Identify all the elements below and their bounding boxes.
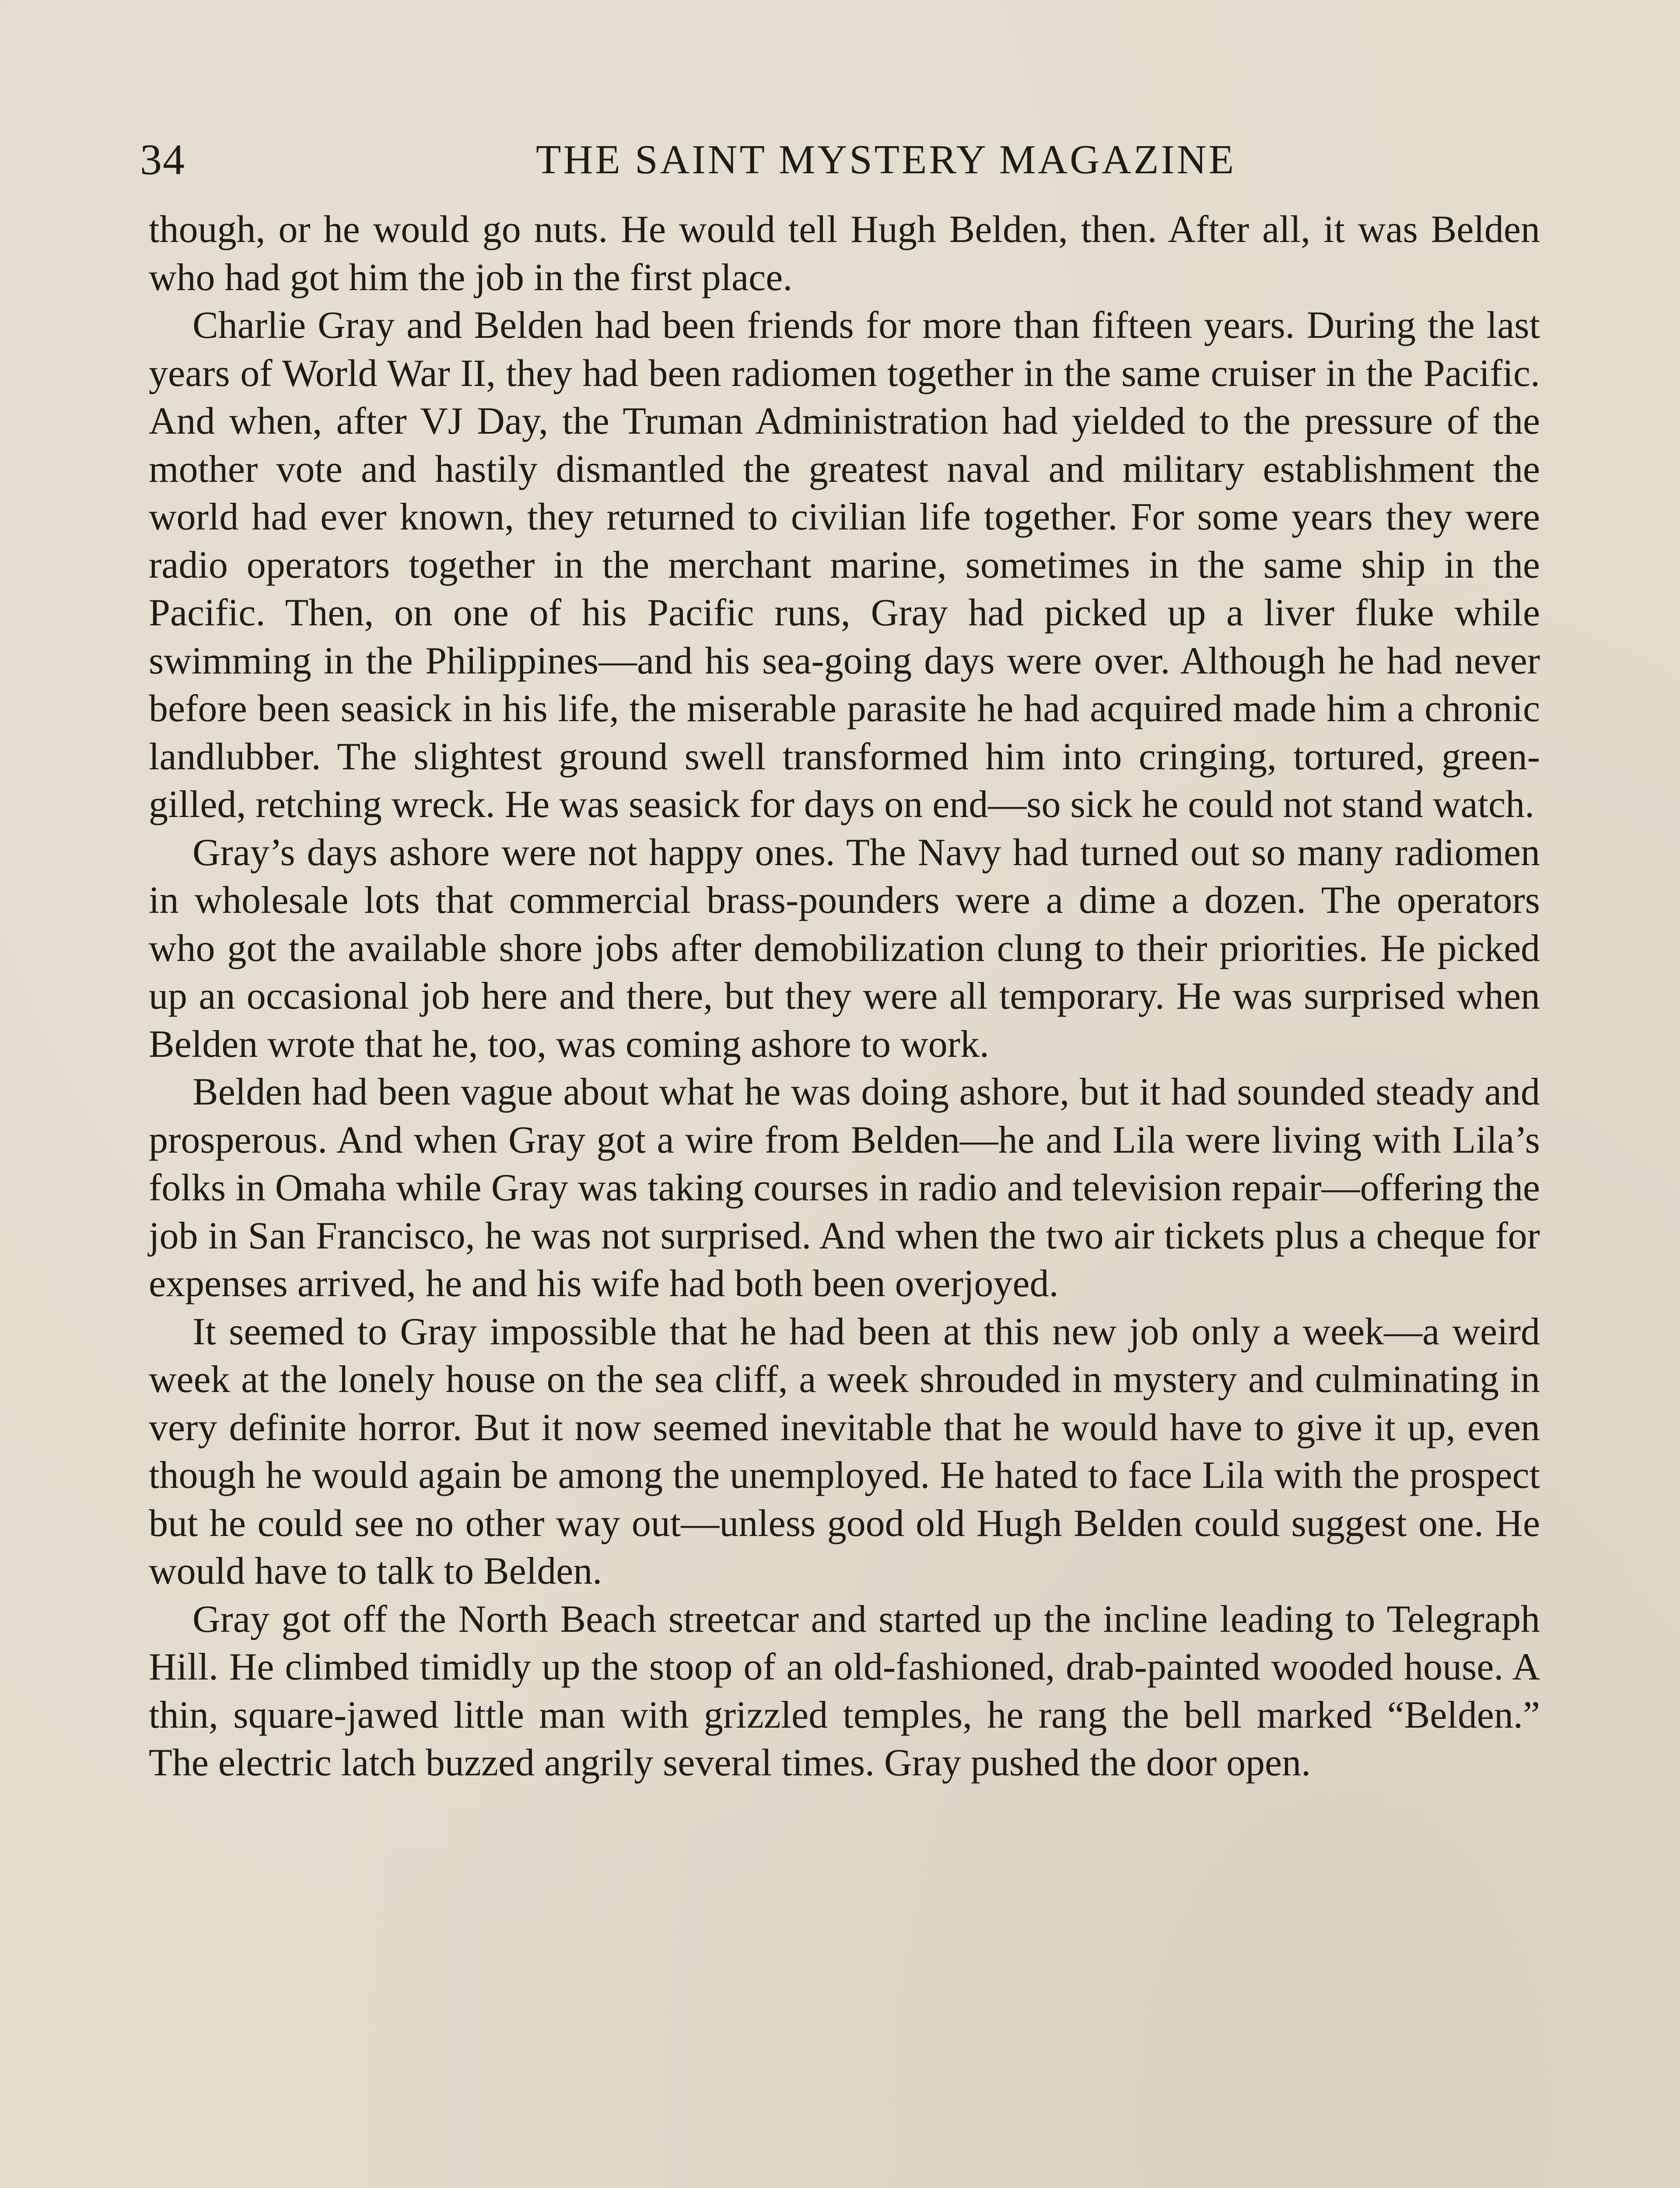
story-text (149, 206, 1540, 1787)
running-head: THE SAINT MYSTERY MAGAZINE (536, 137, 1236, 182)
page-header (140, 127, 1553, 193)
paragraph: It seemed to Gray impossible that he had been at this new job only a week—a weird week at the lonely house on the sea cliff, a week shrouded in mystery and culminating in very definite horror. But it now seemed inevitable that he would have to give it up, even though he would again be among the unemployed. He hated to face Lila with the prospect but he could see no other way out—unless good old Hugh Belden could suggest one. He would have to talk to Belden. (149, 1310, 1540, 1592)
page-number: 34 (140, 135, 186, 184)
paragraph: Belden had been vague about what he was doing ashore, but it had sounded steady and prosperous. And when Gray got a wire from Belden—he and Lila were living with Lila’s folks in Omaha while Gray was taking courses in radio and television repair—offering the job in San Francisco, he was not surprised. And when the two air tickets plus a cheque for expenses arrived, he and his wife had both been overjoyed. (149, 1071, 1540, 1305)
paragraph: Charlie Gray and Belden had been friends for more than fifteen years. During the last years of World War II, they had been radiomen together in the same cruiser in the Pacific. And when, after VJ Day, the Truman Administration had yielded to the pressure of the mother vote and hastily dismantled the greatest naval and military establishment the world had ever known, they returned to civilian life together. For some years they were radio operators together in the merchant marine, sometimes in the same ship in the Pacific. Then, on one of his Pacific runs, Gray had picked up a liver fluke while swimming in the Philippines—and his sea-going days were over. Although he had never before been seasick in his life, the miserable parasite he had acquired made him a chronic landlubber. The slightest ground swell transformed him into cringing, tortured, green-gilled, retching wreck. He was seasick for days on end—so sick he could not stand watch. (149, 304, 1540, 826)
paragraph-continued: though, or he would go nuts. He would tell Hugh Belden, then. After all, it was Belden who had got him the job in the first place. (149, 208, 1540, 299)
paragraph: Gray got off the North Beach streetcar and started up the incline leading to Telegraph Hill. He climbed timidly up the stoop of an old-fashioned, drab-painted wooded house. A thin, square-jawed little man with grizzled temples, he rang the bell marked “Belden.” The electric latch buzzed angrily several times. Gray pushed the door open. (149, 1598, 1540, 1784)
paragraph: Gray’s days ashore were not happy ones. The Navy had turned out so many radiomen in wholesale lots that commercial brass-pounders were a dime a dozen. The operators who got the available shore jobs after demobilization clung to their priorities. He picked up an occasional job here and there, but they were all temporary. He was surprised when Belden wrote that he, too, was coming ashore to work. (149, 831, 1540, 1066)
